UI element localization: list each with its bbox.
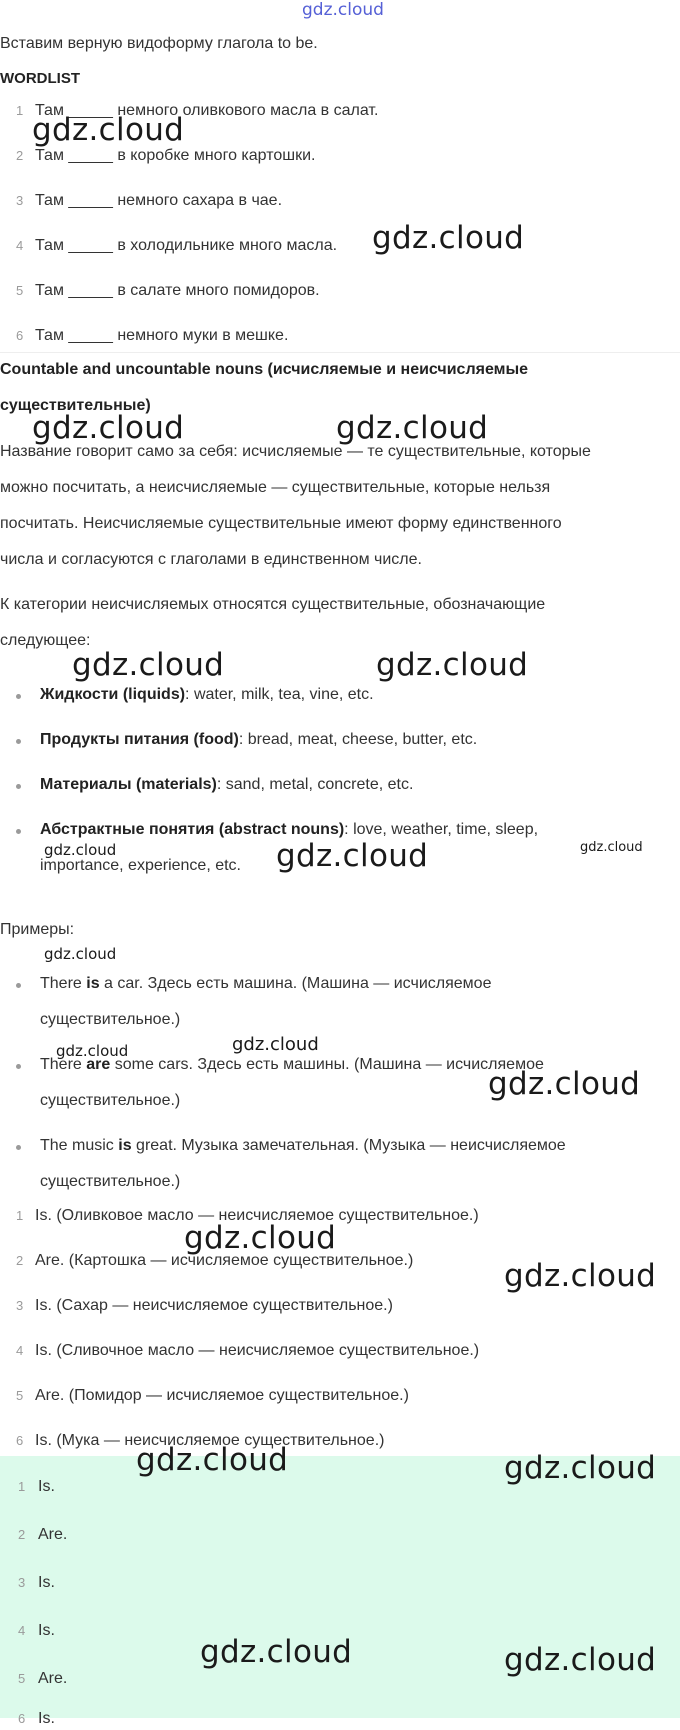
watermark: gdz.cloud — [504, 1642, 657, 1678]
watermark: gdz.cloud — [488, 1066, 641, 1102]
item-number: 4 — [16, 238, 24, 253]
site-logo: gdz.cloud — [302, 0, 384, 20]
paragraph-line: можно посчитать, а неисчисляемые — существительные, которые нельзя — [0, 479, 551, 496]
bullet-dot — [16, 694, 21, 699]
answer-item: Is. — [38, 1710, 55, 1727]
item-number: 4 — [16, 1343, 24, 1358]
explanation-item: Are. (Картошка — исчисляемое существительное.) — [35, 1252, 414, 1269]
watermark: gdz.cloud — [136, 1442, 289, 1478]
watermark: gdz.cloud — [276, 838, 429, 874]
category-item: Абстрактные понятия (abstract nouns): love, weather, time, sleep, — [40, 821, 539, 838]
paragraph-line: Название говорит само за себя: исчисляемые — те существительные, которые — [0, 443, 591, 460]
answer-number: 1 — [18, 1479, 26, 1494]
item-number: 1 — [16, 1208, 24, 1223]
bullet-dot — [16, 829, 21, 834]
bullet-dot — [16, 739, 21, 744]
item-number: 5 — [16, 1388, 24, 1403]
example-item-cont: существительное.) — [40, 1011, 181, 1028]
example-item: There is a car. Здесь есть машина. (Машина — исчисляемое — [40, 975, 492, 992]
bullet-dot — [16, 1064, 21, 1069]
explanation-item: Is. (Оливковое масло — неисчисляемое существительное.) — [35, 1207, 479, 1224]
answer-item: Are. — [38, 1670, 68, 1687]
watermark: gdz.cloud — [44, 945, 117, 963]
explanation-item: Is. (Мука — неисчисляемое существительное.) — [35, 1432, 385, 1449]
explanation-item: Is. (Сливочное масло — неисчисляемое существительное.) — [35, 1342, 480, 1359]
category-item-cont: importance, experience, etc. — [40, 857, 241, 874]
watermark: gdz.cloud — [32, 112, 185, 148]
exercise-item: Там _____ в коробке много картошки. — [35, 147, 316, 164]
bullet-dot — [16, 983, 21, 988]
watermark: gdz.cloud — [504, 1258, 657, 1294]
task-instruction: Вставим верную видоформу глагола to be. — [0, 35, 318, 52]
answer-item: Are. — [38, 1526, 68, 1543]
watermark: gdz.cloud — [580, 840, 643, 855]
paragraph-line: посчитать. Неисчисляемые существительные имеют форму единственного — [0, 515, 562, 532]
answer-item: Is. — [38, 1574, 55, 1591]
item-number: 5 — [16, 283, 24, 298]
answer-number: 4 — [18, 1623, 26, 1638]
watermark: gdz.cloud — [72, 647, 225, 683]
item-number: 2 — [16, 1253, 24, 1268]
answer-panel — [0, 1456, 680, 1727]
watermark: gdz.cloud — [44, 841, 117, 859]
exercise-item: Там _____ в холодильнике много масла. — [35, 237, 338, 254]
bullet-dot — [16, 784, 21, 789]
exercise-item: Там _____ немного оливкового масла в салат. — [35, 102, 379, 119]
item-number: 2 — [16, 148, 24, 163]
example-item-cont: существительное.) — [40, 1173, 181, 1190]
watermark: gdz.cloud — [504, 1450, 657, 1486]
answer-number: 6 — [18, 1711, 26, 1726]
answer-number: 2 — [18, 1527, 26, 1542]
item-number: 1 — [16, 103, 24, 118]
paragraph-line: числа и согласуются с глаголами в единственном числе. — [0, 551, 422, 568]
watermark: gdz.cloud — [32, 410, 185, 446]
section-divider — [0, 352, 680, 353]
answer-number: 5 — [18, 1671, 26, 1686]
answer-item: Is. — [38, 1478, 55, 1495]
explanation-item: Are. (Помидор — исчисляемое существительное.) — [35, 1387, 409, 1404]
item-number: 3 — [16, 193, 24, 208]
examples-label: Примеры: — [0, 921, 75, 938]
theory-heading-cont: существительные) — [0, 397, 151, 414]
category-item: Продукты питания (food): bread, meat, cheese, butter, etc. — [40, 731, 478, 748]
watermark: gdz.cloud — [200, 1634, 353, 1670]
answer-number: 3 — [18, 1575, 26, 1590]
watermark: gdz.cloud — [376, 647, 529, 683]
paragraph-line: следующее: — [0, 632, 91, 649]
item-number: 6 — [16, 1433, 24, 1448]
paragraph-line: К категории неисчисляемых относятся существительные, обозначающие — [0, 596, 546, 613]
watermark: gdz.cloud — [56, 1042, 129, 1060]
exercise-item: Там _____ в салате много помидоров. — [35, 282, 320, 299]
watermark: gdz.cloud — [372, 220, 525, 256]
example-item: The music is great. Музыка замечательная. (Музыка — неисчисляемое — [40, 1137, 566, 1154]
exercise-item: Там _____ немного сахара в чае. — [35, 192, 283, 209]
wordlist-heading: WORDLIST — [0, 70, 80, 87]
theory-heading: Countable and uncountable nouns (исчисляемые и неисчисляемые — [0, 361, 529, 378]
item-number: 6 — [16, 328, 24, 343]
category-item: Материалы (materials): sand, metal, concrete, etc. — [40, 776, 414, 793]
item-number: 3 — [16, 1298, 24, 1313]
watermark: gdz.cloud — [232, 1034, 319, 1055]
example-item-cont: существительное.) — [40, 1092, 181, 1109]
watermark: gdz.cloud — [336, 410, 489, 446]
bullet-dot — [16, 1145, 21, 1150]
explanation-item: Is. (Сахар — неисчисляемое существительное.) — [35, 1297, 393, 1314]
exercise-item: Там _____ немного муки в мешке. — [35, 327, 289, 344]
example-item: There are some cars. Здесь есть машины. (Машина — исчисляемое — [40, 1056, 544, 1073]
watermark: gdz.cloud — [184, 1220, 337, 1256]
answer-item: Is. — [38, 1622, 55, 1639]
category-item: Жидкости (liquids): water, milk, tea, vine, etc. — [40, 686, 374, 703]
